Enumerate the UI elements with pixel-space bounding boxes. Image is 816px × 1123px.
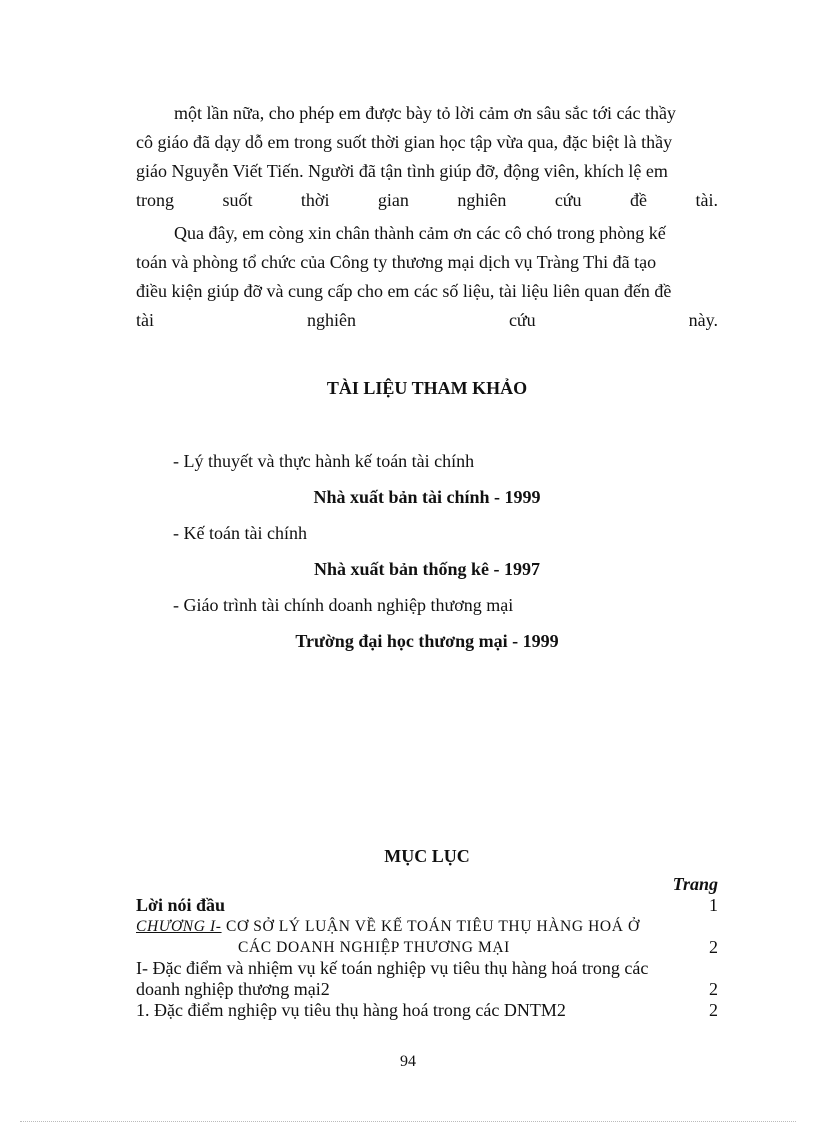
paragraph-line: một lần nữa, cho phép em được bày tỏ lời cảm ơn sâu sắc tới các thầy <box>174 103 676 123</box>
toc-entry-label: 1. Đặc điểm nghiệp vụ tiêu thụ hàng hoá trong các DNTM2 <box>136 1000 566 1020</box>
toc-entry-intro[interactable] <box>136 895 718 916</box>
reference-title: - Giáo trình tài chính doanh nghiệp thương mại <box>173 595 514 615</box>
toc-page-header: Trang <box>672 874 718 894</box>
toc-entry-section[interactable] <box>136 958 718 1000</box>
reference-title: - Kế toán tài chính <box>173 523 307 543</box>
toc-entry-subsection[interactable] <box>136 1000 718 1021</box>
paragraph-last-line: tài nghiên cứu này. <box>136 310 718 330</box>
chapter-label: CHƯƠNG I- <box>136 918 222 935</box>
chapter-title-line-1: CƠ SỞ LÝ LUẬN VỀ KẾ TOÁN TIÊU THỤ HÀNG HOÁ Ở <box>221 918 640 935</box>
paragraph-line: điều kiện giúp đỡ và cung cấp cho em các số liệu, tài liệu liên quan đến đề <box>136 281 672 301</box>
paragraph-last-line: trong suốt thời gian nghiên cứu đề tài. <box>136 190 718 210</box>
paragraph-line: giáo Nguyễn Viết Tiến. Người đã tận tình giúp đỡ, động viên, khích lệ em <box>136 161 668 181</box>
reference-publisher: Trường đại học thương mại - 1999 <box>295 631 559 651</box>
toc-entry-page: 2 <box>709 979 718 999</box>
page-bottom-border <box>20 1121 796 1122</box>
acknowledgment-paragraph-2 <box>136 219 718 335</box>
toc-entry-chapter[interactable] <box>136 916 718 958</box>
toc-entry-page: 1 <box>709 895 718 915</box>
toc-entry-page: 2 <box>709 1000 718 1020</box>
table-of-contents <box>136 874 718 1021</box>
paragraph-line: Qua đây, em còng xin chân thành cảm ơn các cô chó trong phòng kế <box>174 223 666 243</box>
chapter-title-line-2: CÁC DOANH NGHIỆP THƯƠNG MẠI <box>238 939 510 956</box>
reference-publisher: Nhà xuất bản tài chính - 1999 <box>313 487 541 507</box>
page-number: 94 <box>400 1053 416 1070</box>
toc-entry-page: 2 <box>709 937 718 957</box>
section-title-line-1: I- Đặc điểm và nhiệm vụ kế toán nghiệp vụ tiêu thụ hàng hoá trong các <box>136 958 649 978</box>
paragraph-line: cô giáo đã dạy dỗ em trong suốt thời gian học tập vừa qua, đặc biệt là thầy <box>136 132 673 152</box>
section-title-line-2: doanh nghiệp thương mại2 <box>136 979 330 999</box>
paragraph-line: toán và phòng tổ chức của Công ty thương mại dịch vụ Tràng Thi đã tạo <box>136 252 657 272</box>
toc-title: MỤC LỤC <box>384 846 470 866</box>
references-title: TÀI LIỆU THAM KHẢO <box>326 378 528 398</box>
reference-publisher: Nhà xuất bản thống kê - 1997 <box>313 559 541 579</box>
acknowledgment-paragraph-1 <box>136 99 718 215</box>
reference-title: - Lý thuyết và thực hành kế toán tài chính <box>173 451 475 471</box>
toc-entry-label: Lời nói đầu <box>136 895 226 915</box>
